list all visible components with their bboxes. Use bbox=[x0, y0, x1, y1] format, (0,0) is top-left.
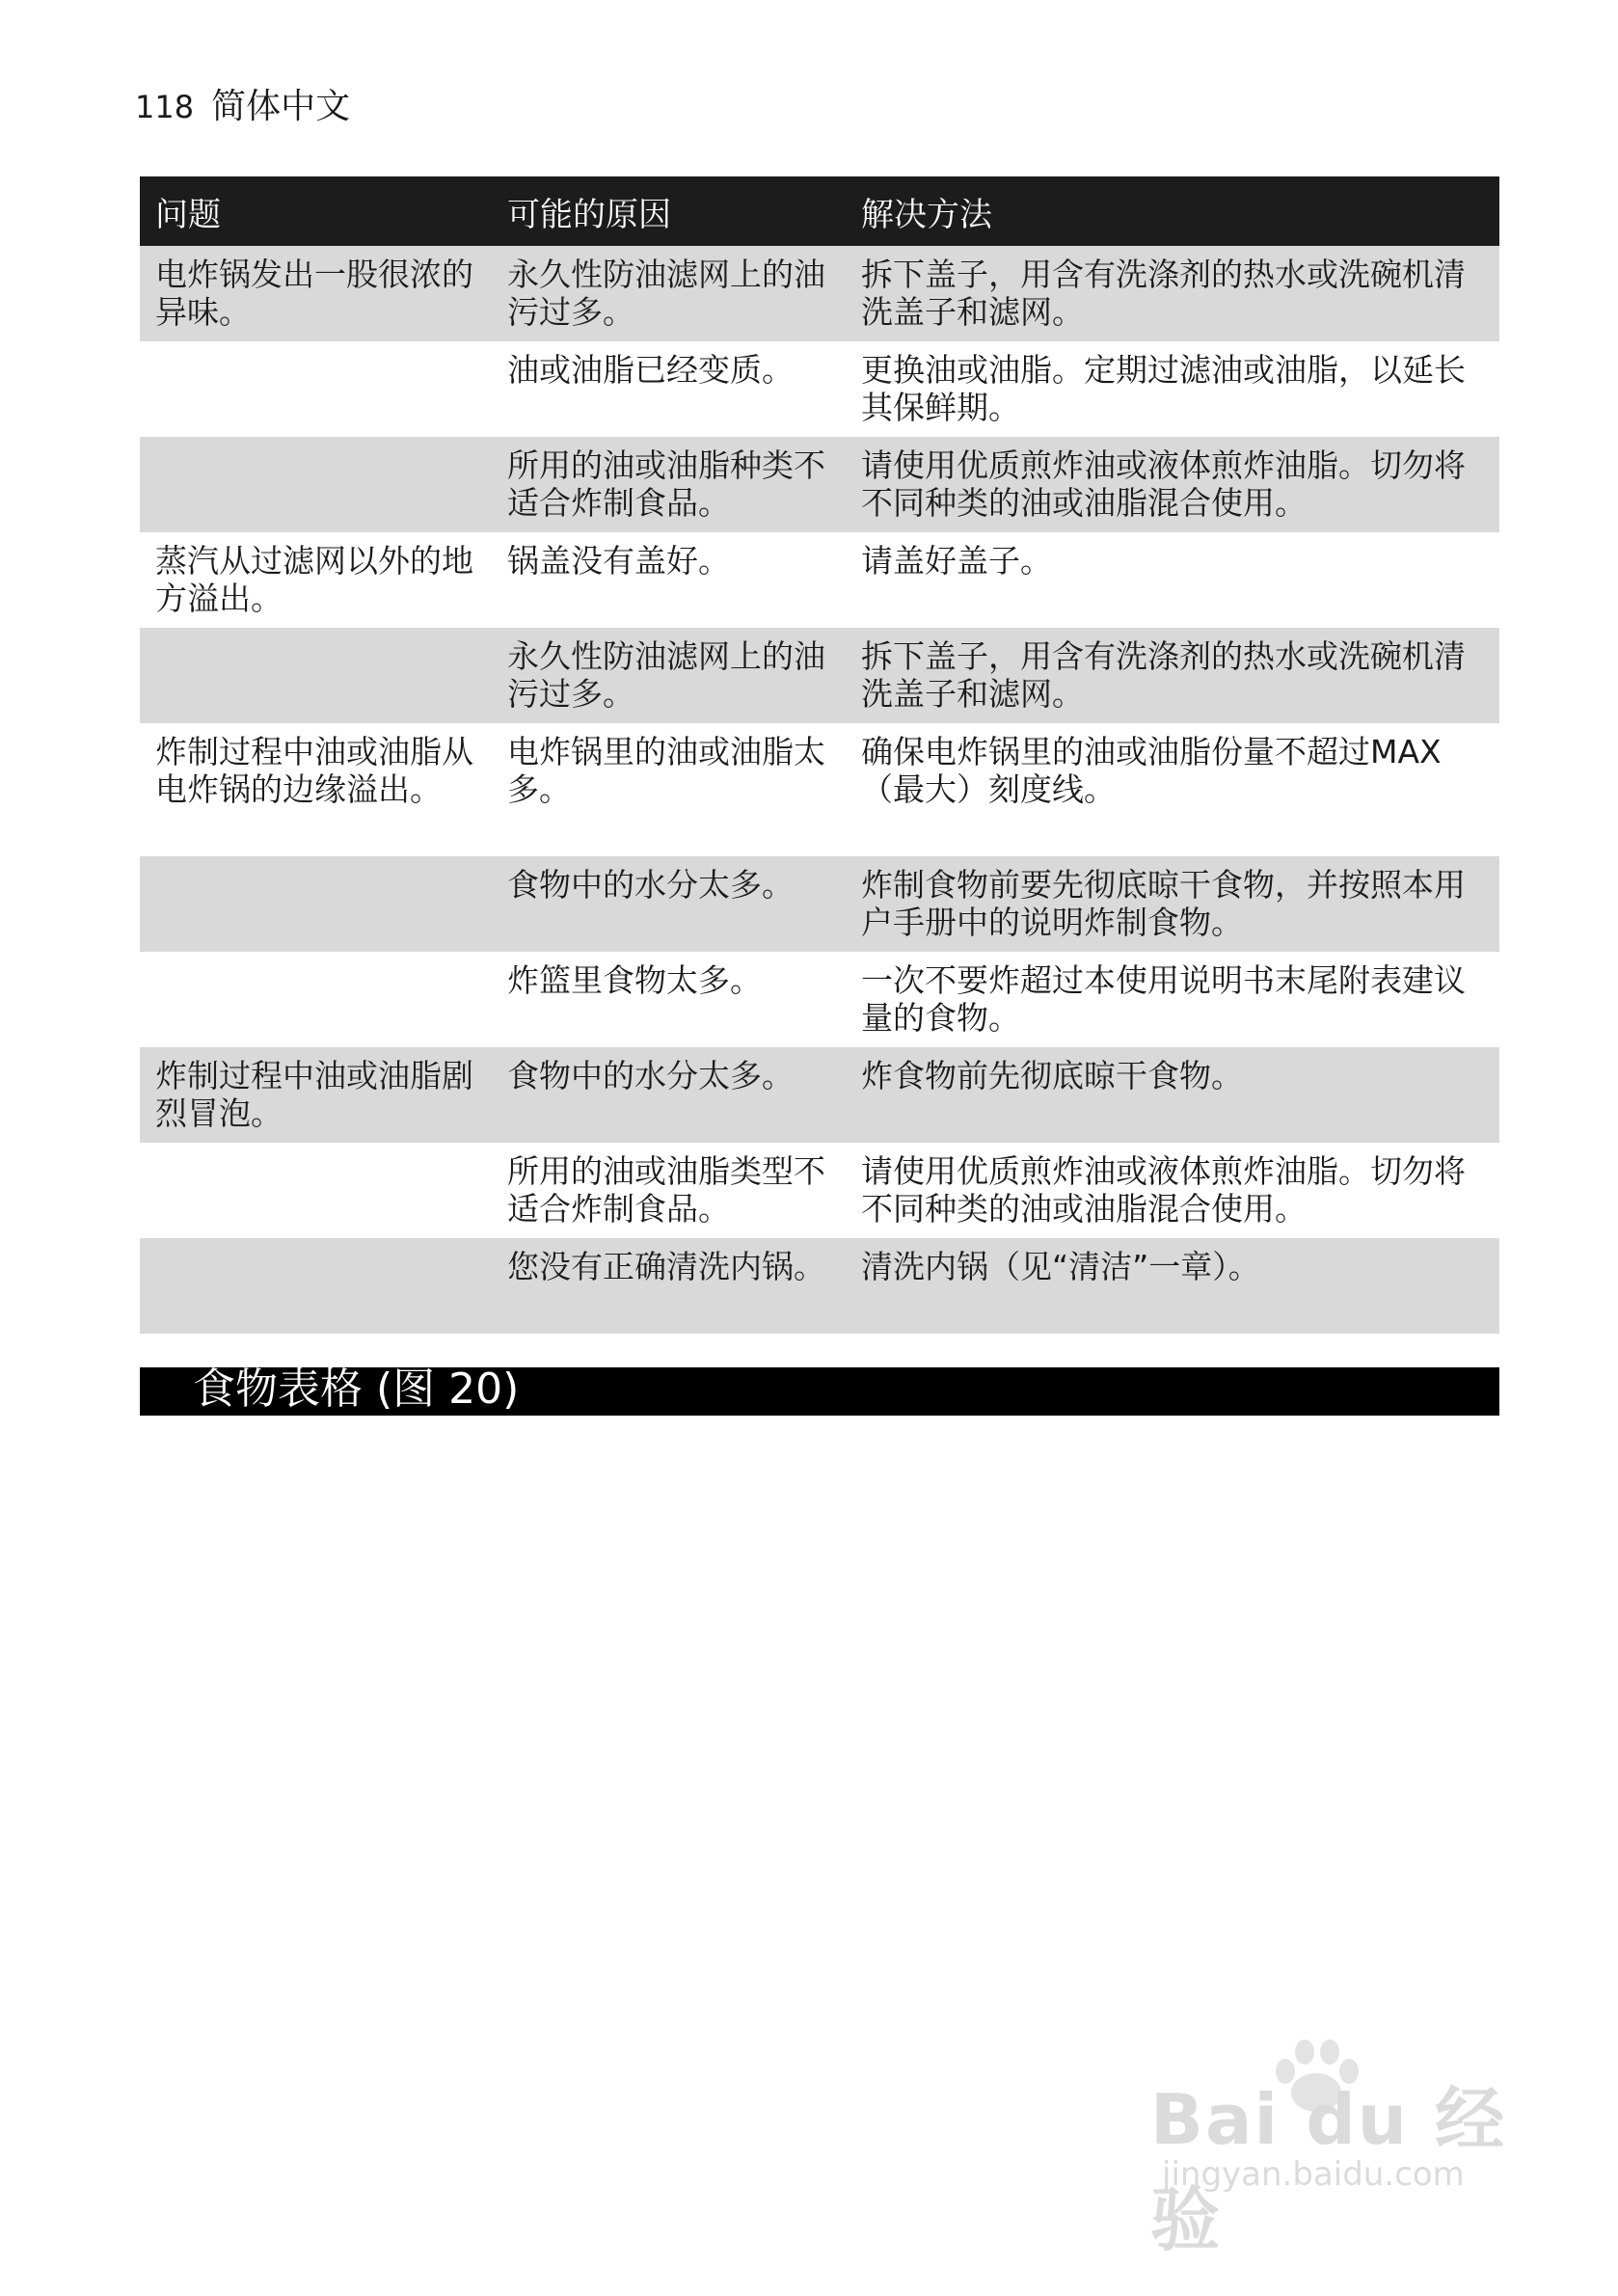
section-title: 食物表格 (图 20) bbox=[193, 1364, 520, 1414]
solution-cell: 拆下盖子，用含有洗涤剂的热水或洗碗机清洗盖子和滤网。 bbox=[846, 246, 1499, 341]
problem-cell bbox=[140, 856, 492, 952]
baidu-jingyan-watermark bbox=[1143, 2035, 1528, 2260]
problem-cell bbox=[140, 952, 492, 1047]
solution-cell: 请使用优质煎炸油或液体煎炸油脂。切勿将不同种类的油或油脂混合使用。 bbox=[846, 1143, 1499, 1238]
solution-cell: 拆下盖子，用含有洗涤剂的热水或洗碗机清洗盖子和滤网。 bbox=[846, 628, 1499, 723]
table-row bbox=[140, 437, 1499, 532]
cause-cell: 您没有正确清洗内锅。 bbox=[492, 1238, 846, 1334]
solution-cell: 更换油或油脂。定期过滤油或油脂，以延长其保鲜期。 bbox=[846, 341, 1499, 437]
page-header bbox=[135, 79, 350, 128]
watermark-brand: Bai du 经验 bbox=[1150, 2079, 1507, 2260]
page-number: 118 bbox=[135, 89, 195, 125]
table-row bbox=[140, 246, 1499, 341]
table-row bbox=[140, 723, 1499, 856]
section-heading-bar bbox=[140, 1364, 1499, 1416]
cause-cell: 炸篮里食物太多。 bbox=[492, 952, 846, 1047]
cause-cell: 电炸锅里的油或油脂太多。 bbox=[492, 723, 846, 856]
table-row bbox=[140, 1238, 1499, 1334]
solution-cell: 清洗内锅（见“清洁”一章）。 bbox=[846, 1238, 1499, 1334]
table-row bbox=[140, 856, 1499, 952]
problem-cell: 电炸锅发出一股很浓的异味。 bbox=[140, 246, 492, 341]
cause-cell: 所用的油或油脂种类不适合炸制食品。 bbox=[492, 437, 846, 532]
solution-cell: 请使用优质煎炸油或液体煎炸油脂。切勿将不同种类的油或油脂混合使用。 bbox=[846, 437, 1499, 532]
table-row bbox=[140, 341, 1499, 437]
problem-cell: 炸制过程中油或油脂剧烈冒泡。 bbox=[140, 1047, 492, 1143]
solution-cell: 请盖好盖子。 bbox=[846, 532, 1499, 628]
problem-cell bbox=[140, 437, 492, 532]
cause-cell: 锅盖没有盖好。 bbox=[492, 532, 846, 628]
problem-cell bbox=[140, 628, 492, 723]
table-row bbox=[140, 1047, 1499, 1143]
troubleshooting-table bbox=[140, 176, 1499, 1334]
table-row bbox=[140, 532, 1499, 628]
solution-cell: 一次不要炸超过本使用说明书末尾附表建议量的食物。 bbox=[846, 952, 1499, 1047]
cause-cell: 食物中的水分太多。 bbox=[492, 856, 846, 952]
column-header-solution: 解决方法 bbox=[846, 176, 1499, 246]
cause-cell: 油或油脂已经变质。 bbox=[492, 341, 846, 437]
watermark-url: jingyan.baidu.com bbox=[1162, 2155, 1465, 2194]
cause-cell: 所用的油或油脂类型不适合炸制食品。 bbox=[492, 1143, 846, 1238]
problem-cell: 蒸汽从过滤网以外的地方溢出。 bbox=[140, 532, 492, 628]
cause-cell: 永久性防油滤网上的油污过多。 bbox=[492, 246, 846, 341]
solution-cell: 炸制食物前要先彻底晾干食物，并按照本用户手册中的说明炸制食物。 bbox=[846, 856, 1499, 952]
cause-cell: 永久性防油滤网上的油污过多。 bbox=[492, 628, 846, 723]
table-row bbox=[140, 952, 1499, 1047]
language-title: 简体中文 bbox=[211, 87, 351, 126]
table-header-row bbox=[140, 176, 1499, 246]
column-header-problem: 问题 bbox=[140, 176, 492, 246]
problem-cell bbox=[140, 341, 492, 437]
column-header-cause: 可能的原因 bbox=[492, 176, 846, 246]
problem-cell: 炸制过程中油或油脂从电炸锅的边缘溢出。 bbox=[140, 723, 492, 856]
table-row bbox=[140, 628, 1499, 723]
solution-cell: 确保电炸锅里的油或油脂份量不超过MAX（最大）刻度线。 bbox=[846, 723, 1499, 856]
problem-cell bbox=[140, 1238, 492, 1334]
solution-cell: 炸食物前先彻底晾干食物。 bbox=[846, 1047, 1499, 1143]
table-row bbox=[140, 1143, 1499, 1238]
problem-cell bbox=[140, 1143, 492, 1238]
cause-cell: 食物中的水分太多。 bbox=[492, 1047, 846, 1143]
